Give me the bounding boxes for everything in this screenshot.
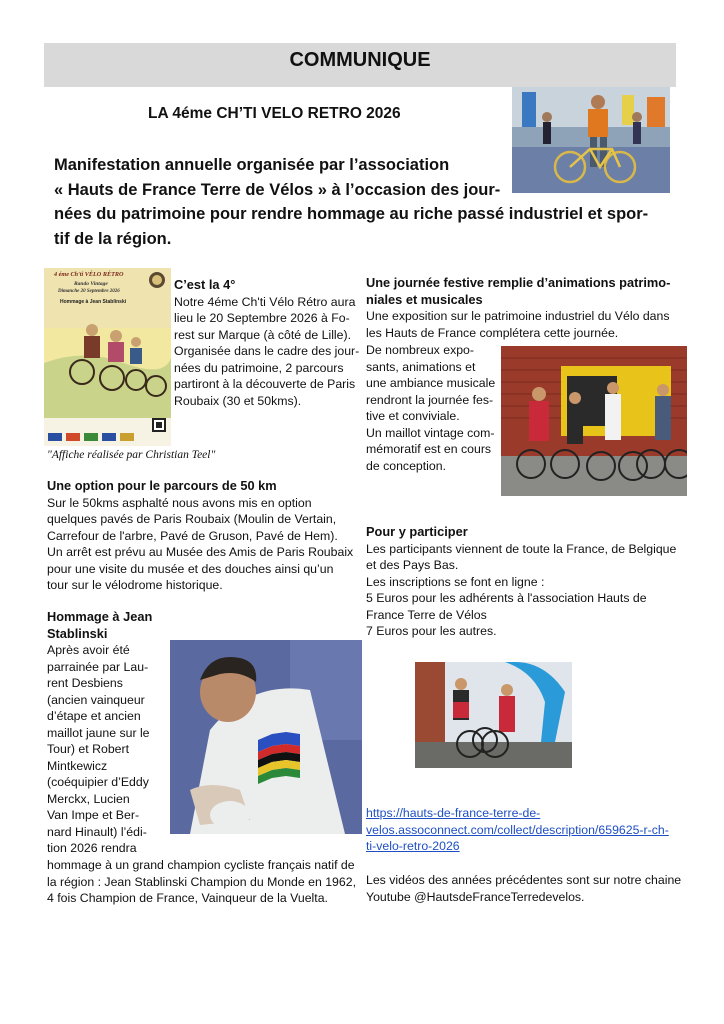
section-4e-heading: C’est la 4° bbox=[174, 277, 236, 292]
section-hommage-heading: Hommage à Jean bbox=[47, 609, 153, 624]
section-participer-heading: Pour y participer bbox=[366, 524, 468, 539]
section-hommage-line: nard Hinault) l’édi- bbox=[47, 824, 147, 839]
section-50km-line: pour une visite du musée et des douches ainsi qu’un bbox=[47, 561, 334, 576]
photo-jean-stablinski bbox=[170, 640, 362, 834]
section-hommage-line: (coéquipier d’Eddy bbox=[47, 775, 149, 789]
registration-link-line[interactable]: https://hauts-de-france-terre-de- bbox=[366, 806, 541, 820]
event-poster bbox=[44, 268, 171, 446]
intro-line: Manifestation annuelle organisée par l’association bbox=[54, 156, 450, 174]
section-festive-line: tive et conviviale. bbox=[366, 409, 460, 423]
section-participer bbox=[366, 524, 696, 640]
section-50km-heading: Une option pour le parcours de 50 km bbox=[47, 478, 277, 493]
section-participer-line: et des Pays Bas. bbox=[366, 558, 459, 572]
section-4e-line: Notre 4éme Ch'ti Vélo Rétro aura bbox=[174, 294, 356, 309]
section-hommage-line: Tour) et Robert bbox=[47, 742, 130, 756]
section-50km bbox=[47, 478, 367, 594]
section-4e-line: Organisée dans le cadre des jour- bbox=[174, 344, 360, 358]
header-banner bbox=[44, 43, 676, 87]
section-hommage-line: tion 2026 rendra bbox=[47, 841, 137, 855]
section-4e-line: Roubaix (30 et 50kms). bbox=[174, 393, 302, 408]
intro-line: « Hauts de France Terre de Vélos » à l’occasion des jour- bbox=[54, 180, 501, 199]
videos-line: Les vidéos des années précédentes sont sur notre chaine bbox=[366, 873, 682, 887]
section-festive-heading: Une journée festive remplie d’animations patrimo- bbox=[366, 275, 671, 290]
section-festive-line: Un maillot vintage com- bbox=[366, 425, 495, 440]
photo-outdoor-cyclists bbox=[415, 662, 572, 768]
intro-paragraph bbox=[54, 153, 674, 251]
section-hommage-full bbox=[47, 857, 367, 907]
event-title: LA 4éme CH’TI VELO RETRO 2026 bbox=[148, 105, 401, 122]
section-hommage-line: rent Desbiens bbox=[47, 676, 123, 690]
section-hommage-line: parrainée par Lau- bbox=[47, 659, 149, 674]
section-hommage-line: d’étape et ancien bbox=[47, 709, 141, 723]
section-4e-line: partiront à la découverte de Paris bbox=[174, 377, 356, 391]
section-hommage bbox=[47, 609, 172, 857]
section-participer-line: 7 Euros pour les autres. bbox=[366, 624, 497, 638]
section-50km-line: quelques pavés de Paris Roubaix (Moulin de Vertain, bbox=[47, 512, 337, 526]
section-participer-line: France Terre de Vélos bbox=[366, 607, 487, 622]
section-festive-heading: niales et musicales bbox=[366, 291, 483, 307]
section-festive-line: de conception. bbox=[366, 458, 446, 473]
section-50km-line: tour sur le vélodrome historique. bbox=[47, 578, 223, 592]
section-4e-line: rest sur Marque (à côté de Lille). bbox=[174, 327, 352, 342]
section-hommage-line: la région : Jean Stablinski Champion du Monde en 1962, bbox=[47, 874, 356, 889]
section-50km-line: Carrefour de l'arbre, Pavé de Gruson, Pavé de Hem). bbox=[47, 528, 338, 543]
section-festive-line: les Hauts de France complétera cette journée. bbox=[366, 325, 619, 340]
section-festive bbox=[366, 275, 686, 341]
section-festive-line: mémoratif est en cours bbox=[366, 442, 492, 456]
section-hommage-line: maillot jaune sur le bbox=[47, 725, 150, 740]
poster-date: Dimanche 20 Septembre 2026 bbox=[58, 289, 120, 294]
videos-line: Youtube @HautsdeFranceTerredevelos. bbox=[366, 889, 585, 904]
section-participer-line: 5 Euros pour les adhérents à l'association Hauts de bbox=[366, 591, 647, 605]
poster-title: 4 éme Ch'ti VÉLO RÉTRO bbox=[54, 271, 124, 278]
section-festive-line: sants, animations et bbox=[366, 359, 476, 374]
section-4e-line: nées du patrimoine, 2 parcours bbox=[174, 360, 344, 375]
section-festive-line: De nombreux expo- bbox=[366, 343, 474, 357]
section-hommage-line: hommage à un grand champion cycliste français natif de bbox=[47, 858, 355, 872]
section-hommage-line: Après avoir été bbox=[47, 643, 130, 657]
section-festive-narrow bbox=[366, 342, 501, 474]
section-festive-line: une ambiance musicale bbox=[366, 376, 496, 390]
section-festive-line: rendront la journée fes- bbox=[366, 392, 494, 407]
poster-subtitle: Rando Vintage bbox=[74, 281, 108, 287]
section-participer-line: Les inscriptions se font en ligne : bbox=[366, 574, 545, 589]
poster-tribute: Hommage à Jean Stablinski bbox=[60, 299, 127, 305]
registration-link-line[interactable]: velos.assoconnect.com/collect/description/659625-r-ch- bbox=[366, 822, 669, 837]
videos-note bbox=[366, 872, 696, 905]
section-participer-line: Les participants viennent de toute la France, de Belgique bbox=[366, 541, 677, 556]
section-4e-line: lieu le 20 Septembre 2026 à Fo- bbox=[174, 311, 350, 325]
section-4e bbox=[174, 277, 364, 409]
photo-group-vintage-bikes bbox=[501, 346, 687, 496]
section-50km-line: Sur le 50kms asphalté nous avons mis en option bbox=[47, 495, 312, 510]
section-hommage-line: Mintkewicz bbox=[47, 758, 108, 773]
registration-link[interactable] bbox=[366, 805, 686, 855]
intro-line: nées du patrimoine pour rendre hommage au riche passé industriel et spor- bbox=[54, 205, 649, 223]
section-hommage-line: Merckx, Lucien bbox=[47, 791, 130, 806]
section-hommage-line: (ancien vainqueur bbox=[47, 692, 145, 707]
intro-line: tif de la région. bbox=[54, 229, 172, 248]
section-hommage-line: Van Impe et Ber- bbox=[47, 808, 140, 822]
section-festive-line: Une exposition sur le patrimoine industriel du Vélo dans bbox=[366, 309, 670, 323]
registration-link-line[interactable]: ti-velo-retro-2026 bbox=[366, 839, 460, 853]
page-title: COMMUNIQUE bbox=[289, 49, 431, 71]
section-50km-line: Un arrêt est prévu au Musée des Amis de Paris Roubaix bbox=[47, 545, 354, 559]
poster-caption: "Affiche réalisée par Christian Teel" bbox=[47, 449, 216, 461]
section-hommage-heading: Stablinski bbox=[47, 625, 108, 641]
section-hommage-line: 4 fois Champion de France, Vainqueur de la Vuelta. bbox=[47, 891, 328, 905]
